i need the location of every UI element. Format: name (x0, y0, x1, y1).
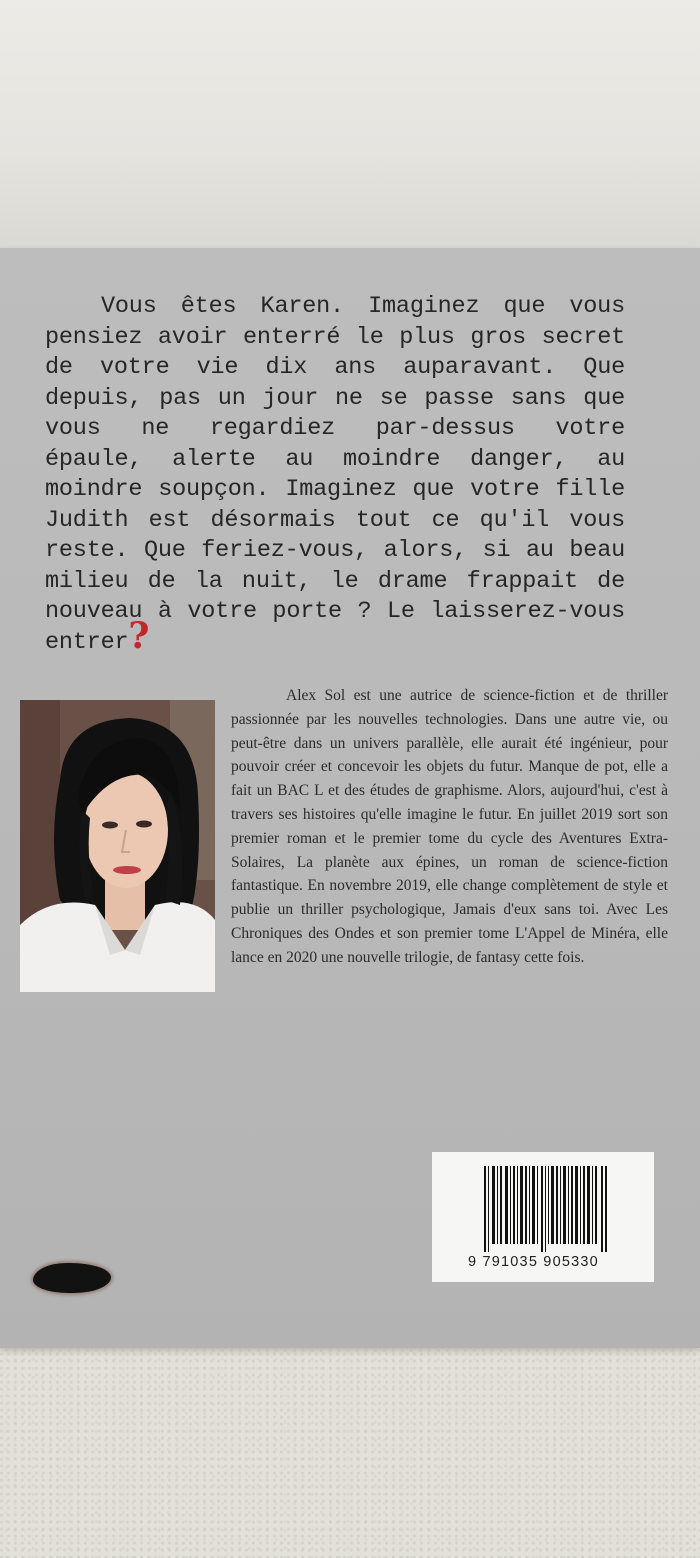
blurb-text: Vous êtes Karen. Imaginez que vous pensiez avoir enterré le plus gros secret de votre vie dix ans auparavant. Que depuis, pas un jour ne se passe sans que vous ne regardiez par-dessus votre épaule, alerte au moindre danger, au moindre soupçon. Imaginez que votre fille Judith est désormais tout ce qu'il vous reste. Que feriez-vous, alors, si au beau milieu de la nuit, le drame frappait de nouveau à votre porte ? Le laisserez-vous entrer (45, 293, 625, 656)
table-surface (0, 1345, 700, 1558)
barcode-icon (484, 1166, 608, 1252)
author-portrait-icon (20, 700, 215, 992)
author-bio: Alex Sol est une autrice de science-fiction et de thriller passionnée par les nouvelles technologies. Dans une autre vie, ou peut-être dans un univers parallèle, elle aurait été ingénieur, pour pouvoir créer et concevoir les objets du futur. Manque de pot, elle a fait un BAC L et des études de graphisme. Alors, aujourd'hui, c'est à travers ses histoires qu'elle imagine le futur. En juillet 2019 sort son premier roman et le premier tome du cycle des Aventures Extra-Solaires, La planète aux épines, un roman de science-fiction fantastique. En novembre 2019, elle change complètement de style et publie un thriller psychologique, Jamais d'eux sans toi. Avec Les Chroniques des Ondes et son premier tome L'Appel de Minéra, elle lance en 2020 une nouvelle trilogie, de fantasy cette fois. (231, 687, 668, 966)
background-wall (0, 0, 700, 250)
blurb (45, 292, 625, 658)
question-mark-icon: ? (128, 614, 150, 657)
author-photo (20, 700, 215, 992)
barcode-label (432, 1152, 654, 1282)
redaction-mark-icon (33, 1263, 111, 1293)
isbn-number: 9 791035 905330 (468, 1254, 599, 1270)
